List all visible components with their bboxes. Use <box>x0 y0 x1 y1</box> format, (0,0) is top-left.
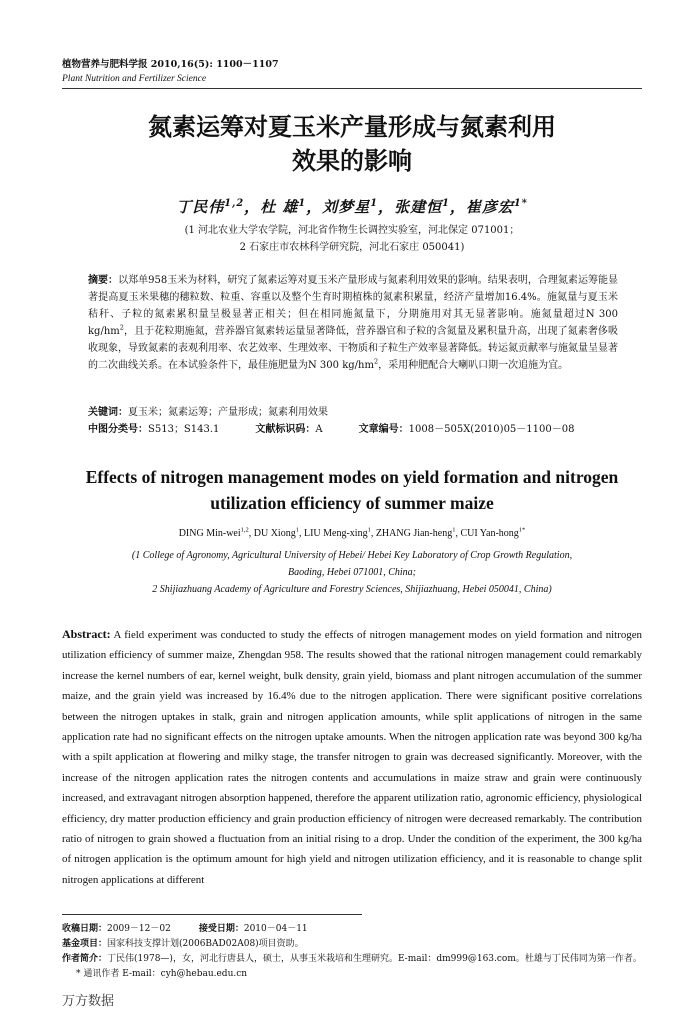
author-en-4: ZHANG Jian-heng <box>375 528 453 539</box>
author-cn-5: 崔彦宏 <box>465 198 514 216</box>
author-cn-1-affil: 1,2 <box>224 198 245 209</box>
author-sep: , <box>370 528 376 539</box>
corresponding-author: * 通讯作者 E-mail：cyh@hebau.edu.cn <box>76 969 248 979</box>
accepted-label: 接受日期： <box>198 924 244 934</box>
clc-value: S513；S143.1 <box>148 424 220 435</box>
author-sep: , <box>455 528 461 539</box>
abstract-cn-part3: ，采用种肥配合大喇叭口期一次追施为宜。 <box>378 360 569 371</box>
title-en-line1: Effects of nitrogen management modes on yield formation and nitrogen <box>85 467 619 487</box>
header-rule <box>62 88 642 89</box>
title-cn <box>62 110 642 178</box>
dates-row <box>62 922 642 937</box>
received-label: 收稿日期： <box>62 924 108 934</box>
article-no-value: 1008－505X(2010)05－1100－08 <box>408 424 575 435</box>
author-en-1: DING Min-wei <box>178 528 241 539</box>
bio-text: 丁民伟(1978—)，女，河北行唐县人，硕士，从事玉米栽培和生理研究。E-mail：dm999@163.com。杜雄与丁民伟同为第一作者。 <box>107 954 642 964</box>
fund-text: 国家科技支撑计划(2006BAD02A08)项目资助。 <box>107 939 304 949</box>
keywords-cn-row <box>88 404 618 421</box>
author-en-3-affil: 1 <box>367 526 371 534</box>
author-sep: , <box>298 528 304 539</box>
journal-name-en: Plant Nutrition and Fertilizer Science <box>62 74 207 84</box>
author-en-2-affil: 1 <box>295 526 299 534</box>
author-en-5: CUI Yan-hong <box>460 528 519 539</box>
affiliation-en-line1: (1 College of Agronomy, Agricultural University of Hebei/ Hebei Key Laboratory of Crop Growth Regulation, <box>131 550 573 561</box>
article-no-label: 文章编号： <box>358 424 409 435</box>
title-en-line2: utilization efficiency of summer maize <box>210 493 494 513</box>
bio-label: 作者简介： <box>62 954 108 964</box>
abstract-cn-part2: ，且于花粒期施氮，营养器官氮素转运量显著降低，营养器官和子粒的含氮量及累积量升高，出现了氮素奢侈吸收现象，导致氮素的表观利用率、农艺效率、生理效率、干物质和子粒生产效率显著降低。转运氮贡献率与施氮量呈显著的二次曲线关系。在本试验条件下，最佳施肥量为N 300 kg/hm <box>88 326 618 371</box>
author-cn-3: 刘梦星 <box>322 198 371 216</box>
abstract-cn <box>88 272 618 374</box>
fund-label: 基金项目： <box>62 939 108 949</box>
watermark: 万方数据 <box>62 994 115 1009</box>
abstract-en-label: Abstract: <box>62 627 111 641</box>
affiliation-en-line3: 2 Shijiazhuang Academy of Agriculture and Forestry Sciences, Shijiazhuang, Hebei 050041, China) <box>152 584 552 595</box>
author-sep: ， <box>306 198 323 216</box>
abstract-cn-sup2: 2 <box>373 357 379 366</box>
author-en-1-affil: 1,2 <box>240 526 249 534</box>
journal-header <box>62 58 279 86</box>
affiliation-cn-line1: (1 河北农业大学农学院，河北省作物生长调控实验室，河北保定 071001； <box>184 225 520 236</box>
fund-row <box>62 937 642 952</box>
journal-citation-cn: 植物营养与肥料学报 2010,16(5): 1100－1107 <box>62 59 279 70</box>
keywords-cn-label: 关键词： <box>88 407 128 418</box>
author-en-2: DU Xiong <box>253 528 296 539</box>
doc-code-label: 文献标识码： <box>255 424 316 435</box>
author-cn-3-affil: 1 <box>370 198 379 209</box>
abstract-en <box>62 624 642 890</box>
author-en-4-affil: 1 <box>452 526 456 534</box>
author-sep: , <box>248 528 254 539</box>
author-cn-4-affil: 1 <box>442 198 450 209</box>
author-en-5-affil: 1* <box>518 526 526 534</box>
clc-label: 中图分类号： <box>88 424 148 435</box>
bio-row <box>62 952 642 967</box>
doc-code-value: A <box>315 424 323 435</box>
footnote-rule <box>62 914 362 915</box>
abstract-cn-part1: 以郑单958玉米为材料，研究了氮素运筹对夏玉米产量形成与氮素利用效果的影响。结果表明，合理氮素运筹能显著提高夏玉米果穗的穗粒数、粒重、容重以及整个生育时期植株的氮素积累量，经济产量增加16.4%。施氮量与夏玉米秸秆、子粒的氮素累积量呈极显著正相关；但在相同施氮量下，分期施用对其无显著影响。施氮量超过N 300 kg/hm <box>88 275 619 337</box>
abstract-en-text: A field experiment was conducted to study the effects of nitrogen management modes on yield formation and nitrogen utilization efficiency of summer maize, Zhengdan 958. The results showed that the rational nitrogen management could remarkably increase the kernel numbers of ear, kernel weight, bulk density, grain yield, biomass and plant nitrogen accumulation of the summer maize, and the grain yield was increased by 16.4% due to the nitrogen application. There were significant positive correlations between the nitrogen uptakes in stalk, grain and nitrogen application amounts, while split applications of nitrogen in the same application rate had no significant effects on the nitrogen uptake amounts. When the nitrogen application rate was beyond 300 kg/ha with a spilt application at flowering and milky stage, the transfer nitrogen to grain was decreased significantly. Moreover, with the increase of the nitrogen application rates the nitrogen contents and accumulations in maize straw and grain were continuously increased, and extravagant nitrogen absorption happened, therefore the apparent utilization ratio, agronomic efficiency, physiological efficiency, dry matter production efficiency and grain production efficiency of nitrogen were decreased remarkably. The contribution ratio of nitrogen to grain showed a fluctuation from an initial rising to a drop. Under the condition of the experiment, the 300 kg/ha of nitrogen application is the optimum amount for high yield and nitrogen utilization efficiency, and it is reasonable to change split nitrogen applications at different <box>62 629 643 886</box>
abstract-cn-label: 摘要： <box>88 275 119 286</box>
affiliation-cn-line2: 2 石家庄市农林科学研究院，河北石家庄 050041) <box>239 242 465 253</box>
author-sep: ， <box>449 198 466 216</box>
author-cn-5-affil: 1* <box>513 198 528 209</box>
authors-cn <box>62 196 642 217</box>
meta-cn <box>88 404 618 438</box>
title-en <box>62 464 642 516</box>
footnotes <box>62 922 642 982</box>
author-sep: ， <box>244 198 261 216</box>
affiliation-en <box>62 547 642 598</box>
author-cn-2-affil: 1 <box>298 198 307 209</box>
author-cn-4: 张建恒 <box>394 198 443 216</box>
accepted-date: 2010－04－11 <box>243 924 308 934</box>
author-cn-1: 丁民伟 <box>176 198 225 216</box>
title-cn-line2: 效果的影响 <box>292 146 412 175</box>
received-date: 2009－12－02 <box>107 924 171 934</box>
affiliation-en-line2: Baoding, Hebei 071001, China; <box>287 567 417 578</box>
abstract-cn-sup1: 2 <box>119 323 124 332</box>
classification-row <box>88 421 618 438</box>
author-cn-2: 杜 雄 <box>260 198 299 216</box>
author-en-3: LIU Meng-xing <box>303 528 368 539</box>
affiliation-cn <box>62 222 642 256</box>
authors-en <box>62 528 642 539</box>
keywords-cn: 夏玉米；氮素运筹；产量形成；氮素利用效果 <box>128 407 328 418</box>
author-sep: ， <box>378 198 395 216</box>
title-cn-line1: 氮素运筹对夏玉米产量形成与氮素利用 <box>148 112 556 141</box>
